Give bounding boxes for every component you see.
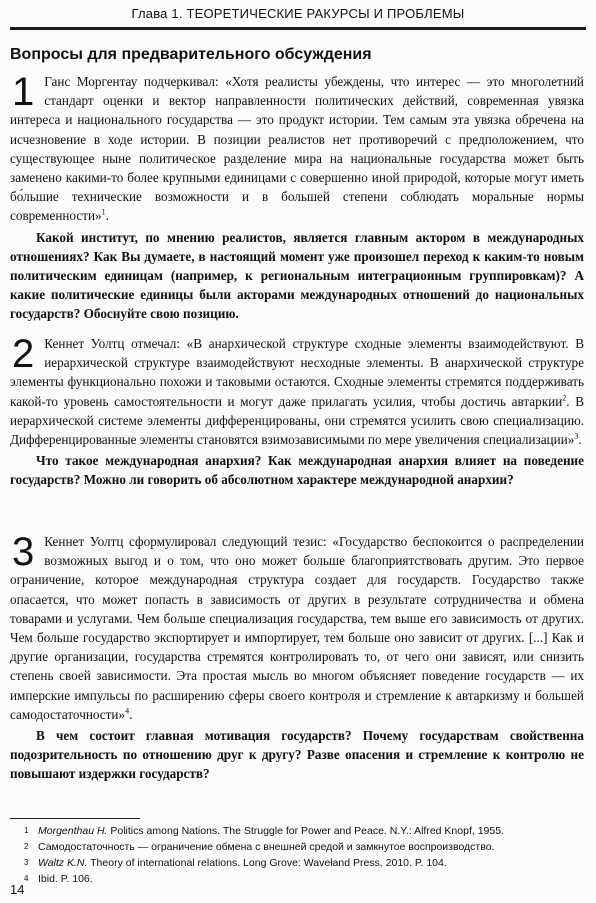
- footnote-2: [10, 839, 584, 855]
- footnote-number: 4: [24, 874, 29, 883]
- block-number-1: 1: [12, 70, 35, 114]
- footnote-text: Politics among Nations. The Struggle for Power and Peace. N.Y.: Alfred Knopf, 1955.: [107, 825, 504, 837]
- running-header: Глава 1. ТЕОРЕТИЧЕСКИЕ РАКУРСЫ И ПРОБЛЕМЫ: [131, 6, 465, 21]
- footnote-rule: [10, 818, 140, 819]
- footnote-number: 2: [24, 842, 29, 851]
- footnote-4: [10, 871, 584, 887]
- block-number-3: 3: [12, 530, 35, 574]
- footnote-ref-4: 4: [125, 706, 130, 716]
- footnote-number: 3: [24, 858, 29, 867]
- page-number: 14: [10, 882, 25, 897]
- discussion-block-2: [10, 334, 584, 490]
- quote-paragraph-2: [10, 334, 584, 449]
- footnote-text: Самодостаточность — ограничение обмена с внешней средой и замкнутое воспроизводство.: [38, 841, 495, 853]
- quote-text-2: Кеннет Уолтц отмечал: «В анархической структуре сходные элементы взаимодействуют. В иерархической структуре взаимодействуют несходные элементы. В анархической структуре элементы функционально похожи и таковыми остаются. Сходные элементы стремятся поддерживать какой-то уровень самостоятельности и могут даже прилагать усилия, чтобы достичь автаркии: [10, 336, 584, 409]
- footnotes: [10, 823, 584, 887]
- footnote-ref-1: 1: [101, 208, 106, 218]
- footnote-1: [10, 823, 584, 839]
- footnote-3: [10, 855, 584, 871]
- footnote-number: 1: [24, 826, 29, 835]
- quote-paragraph-1: [10, 72, 584, 226]
- quote-text-1: Ганс Моргентау подчеркивал: «Хотя реалисты убеждены, что интерес — это многолетний стандарт оценки и вектор направленности политических действий, современная увязка интереса и национального государства — это продукт истории. Тем самым эта увязка обречена на исчезновение в ходе истории. В позиции реалистов нет противоречий с предположением, что существующее ныне политическое разделение мира на национальные государства может быть заменено какими-то более крупными единицами с совершенно иной природой, которые могут иметь бо́льшие технические возможности и в большей степени соблюдать моральные нормы современности»: [10, 74, 584, 224]
- block-number-2: 2: [12, 332, 35, 376]
- discussion-block-3: [10, 532, 584, 784]
- quote-middle-2: . В иерархической системе элементы дифференцированы, они стремятся усилить свою специализацию. Дифференцированные элементы становятся взимозависимыми по мере увеличения специализации»: [10, 393, 584, 448]
- quote-end-2: .: [578, 432, 582, 448]
- footnote-text: Ibid. P. 106.: [38, 873, 93, 885]
- question-3: В чем состоит главная мотивация государств? Почему государствам свойственна подозрительность по отношению друг к другу? Разве опасения и стремление к контролю не повышают издержки государств?: [10, 728, 584, 782]
- quote-text-3: Кеннет Уолтц сформулировал следующий тезис: «Государство беспокоится о распределении возможных выгод и о том, что оно может больше благоприятствовать другим. Это первое ограничение, которое международная структура создает для государств. Государство также опасается, что может попасть в зависимость от других в результате сотрудничества и обмена товарами и услугами. Чем больше специализация государства, тем выше его зависимость от других. Чем больше государство экспортирует и импортирует, тем больше оно зависит от других. [...] Как и другие организации, государства стремятся контролировать то, от чего они зависят, или снизить степень своей зависимости. Эта простая мысль во многом объясняет поведение государств — их имперские импульсы по расширению сферы своего контроля и стремление к автаркизму и большей самодостаточности»: [10, 534, 584, 722]
- footnote-ref-3: 3: [574, 431, 579, 441]
- footnote-text: Theory of international relations. Long Grove: Waveland Press, 2010. P. 104.: [87, 857, 447, 869]
- quote-paragraph-3: [10, 532, 584, 724]
- quote-end-1: .: [105, 208, 109, 224]
- question-1: Какой институт, по мнению реалистов, является главным актором в международных отношениях? Как Вы думаете, в настоящий момент уже произошел переход к каким-то новым политическим единицам (например, к региональным интеграционным группировкам)? А какие политические единицы были акторами международных отношений до национальных государств? Обоснуйте свою позицию.: [10, 229, 584, 322]
- header-rule: [10, 27, 586, 30]
- footnote-ref-2: 2: [562, 393, 567, 403]
- question-2: Что такое международная анархия? Как международная анархия влияет на поведение государств? Можно ли говорить об абсолютном характере международной анархии?: [10, 453, 584, 488]
- section-title: Вопросы для предварительного обсуждения: [10, 46, 372, 63]
- quote-end-3: .: [129, 706, 133, 722]
- discussion-block-1: [10, 72, 584, 324]
- footnote-author: Morgenthau H.: [38, 825, 108, 837]
- footnote-author: Waltz K.N.: [38, 857, 88, 869]
